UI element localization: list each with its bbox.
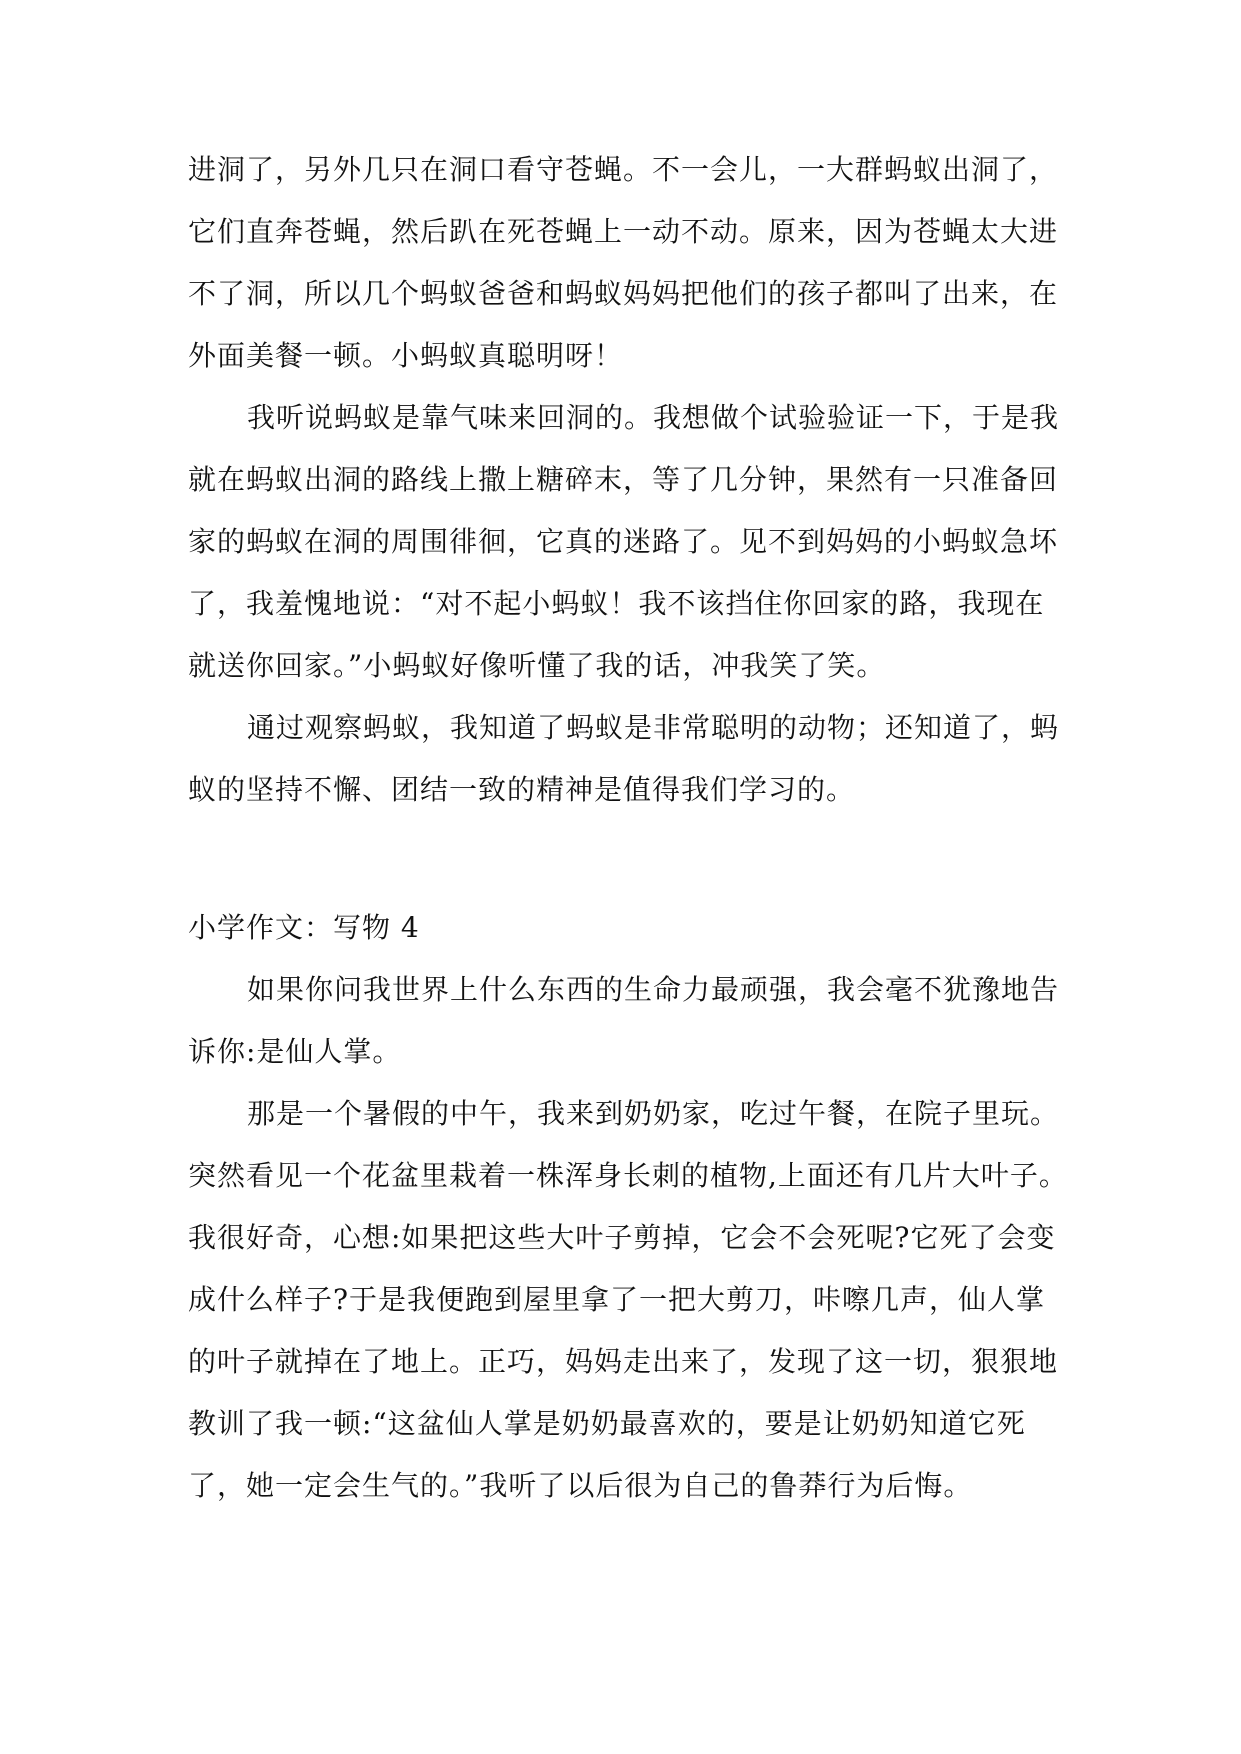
text-line: 成什么样子?于是我便跑到屋里拿了一把大剪刀，咔嚓几声，仙人掌 bbox=[188, 1283, 1046, 1316]
text-line: 那是一个暑假的中午，我来到奶奶家，吃过午餐，在院子里玩。 bbox=[247, 1097, 1060, 1130]
text-line: 了，她一定会生气的。”我听了以后很为自己的鲁莽行为后悔。 bbox=[188, 1469, 973, 1502]
text-line: 不了洞，所以几个蚂蚁爸爸和蚂蚁妈妈把他们的孩子都叫了出来，在 bbox=[188, 277, 1059, 310]
text-line: 诉你:是仙人掌。 bbox=[188, 1035, 402, 1068]
text-line: 家的蚂蚁在洞的周围徘徊，它真的迷路了。见不到妈妈的小蚂蚁急坏 bbox=[188, 525, 1059, 558]
text-line: 进洞了，另外几只在洞口看守苍蝇。不一会儿，一大群蚂蚁出洞了， bbox=[188, 153, 1059, 186]
text-line: 就在蚂蚁出洞的路线上撒上糖碎末，等了几分钟，果然有一只准备回 bbox=[188, 463, 1059, 496]
text-line: 我听说蚂蚁是靠气味来回洞的。我想做个试验验证一下，于是我 bbox=[247, 401, 1060, 434]
text-line: 蚁的坚持不懈、团结一致的精神是值得我们学习的。 bbox=[188, 773, 856, 806]
text-line: 就送你回家。”小蚂蚁好像听懂了我的话，冲我笑了笑。 bbox=[188, 649, 886, 682]
text-line: 我很好奇，心想:如果把这些大叶子剪掉，它会不会死呢?它死了会变 bbox=[188, 1221, 1056, 1254]
text-line: 突然看见一个花盆里栽着一株浑身长刺的植物,上面还有几片大叶子。 bbox=[188, 1159, 1068, 1192]
text-line: 外面美餐一顿。小蚂蚁真聪明呀！ bbox=[188, 339, 624, 372]
text-line: 了，我羞愧地说：“对不起小蚂蚁！我不该挡住你回家的路，我现在 bbox=[188, 587, 1045, 620]
text-line: 它们直奔苍蝇，然后趴在死苍蝇上一动不动。原来，因为苍蝇太大进 bbox=[188, 215, 1059, 248]
text-line: 的叶子就掉在了地上。正巧，妈妈走出来了，发现了这一切，狠狠地 bbox=[188, 1345, 1059, 1378]
text-line: 教训了我一顿:“这盆仙人掌是奶奶最喜欢的，要是让奶奶知道它死 bbox=[188, 1407, 1026, 1440]
section-heading: 小学作文：写物 4 bbox=[188, 911, 420, 944]
text-line: 通过观察蚂蚁，我知道了蚂蚁是非常聪明的动物；还知道了，蚂 bbox=[247, 711, 1060, 744]
text-line: 如果你问我世界上什么东西的生命力最顽强，我会毫不犹豫地告 bbox=[247, 973, 1060, 1006]
